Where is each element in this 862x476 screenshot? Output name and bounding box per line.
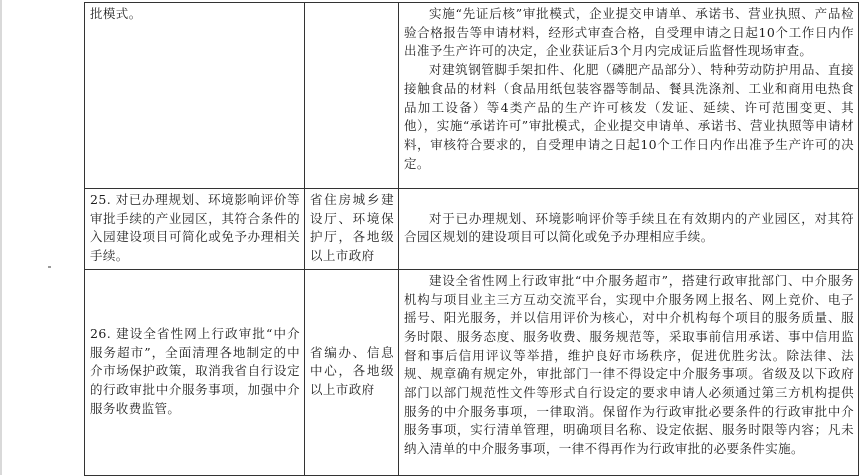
measure-cell: 批模式。 xyxy=(85,3,305,189)
department-cell xyxy=(305,3,399,189)
detail-cell xyxy=(399,3,859,189)
detail-paragraph: 建设全省性网上行政审批“中介服务超市”，搭建行政审批部门、中介服务机构与项目业主三方互动交流平台，实现中介服务网上报名、网上竞价、电子摇号、阳光服务，并以信用评价为核心，对中介机构每个项目的服务质量、服务时限、服务态度、服务收费、服务规范等，采取事前信用承诺、事中信用监督和事后信用评议等举措，维护良好市场秩序，促进优胜劣汰。除法律、法规、规章确有规定外，审批部门一律不得设定中介服务事项。省级及以下政府部门以部门规范性文件等形式自行设定的要求申请人必须通过第三方机构提供服务的中介服务事项，一律取消。保留作为行政审批必要条件的行政审批中介服务事项，实行清单管理，明确项目名称、设定依据、服务时限等内容；凡未纳入清单的中介服务事项，一律不得再作为行政审批的必要条件实施。 xyxy=(404,272,854,457)
table-row xyxy=(85,269,859,475)
department-cell: 省编办、信息中心，各地级以上市政府 xyxy=(305,269,399,475)
measure-cell: 26. 建设全省性网上行政审批“中介服务超市”，全面清理各地制定的中介市场保护政策，取消我省自行设定的行政审批中介服务事项，加强中介服务收费监管。 xyxy=(85,269,305,475)
detail-cell xyxy=(399,189,859,270)
scan-left-edge xyxy=(0,0,2,475)
measure-cell: 25. 对已办理规划、环境影响评价等审批手续的产业园区，其符合条件的入园建设项目可简化或免予办理相关手续。 xyxy=(85,189,305,270)
measures-table xyxy=(84,2,859,476)
detail-paragraph: 对于已办理规划、环境影响评价等手续且在有效期内的产业园区，对其符合园区规划的建设项目可以简化或免予办理相应手续。 xyxy=(404,210,854,245)
table-row xyxy=(85,3,859,189)
detail-paragraph: 实施“先证后核”审批模式，企业提交申请单、承诺书、营业执照、产品检验合格报告等申请材料，经形式审查合格，自受理申请之日起10个工作日内作出准予生产许可的决定，企业获证后3个月内完成证后监督性现场审查。 xyxy=(404,6,854,59)
detail-cell xyxy=(399,269,859,475)
scan-speck xyxy=(48,266,51,268)
table-row xyxy=(85,189,859,270)
department-cell: 省住房城乡建设厅、环境保护厅，各地级以上市政府 xyxy=(305,189,399,270)
detail-paragraph: 对建筑钢管脚手架扣件、化肥（磷肥产品部分）、特种劳动防护用品、直接接触食品的材料（食品用纸包装容器等制品、餐具洗涤剂、工业和商用电热食品加工设备）等4类产品的生产许可核发（发证、延续、许可范围变更、其他），实施“承诺许可”审批模式，企业提交申请单、承诺书、营业执照等申请材料，审核符合要求的，自受理申请之日起10个工作日内作出准予生产许可的决定。 xyxy=(404,62,854,171)
